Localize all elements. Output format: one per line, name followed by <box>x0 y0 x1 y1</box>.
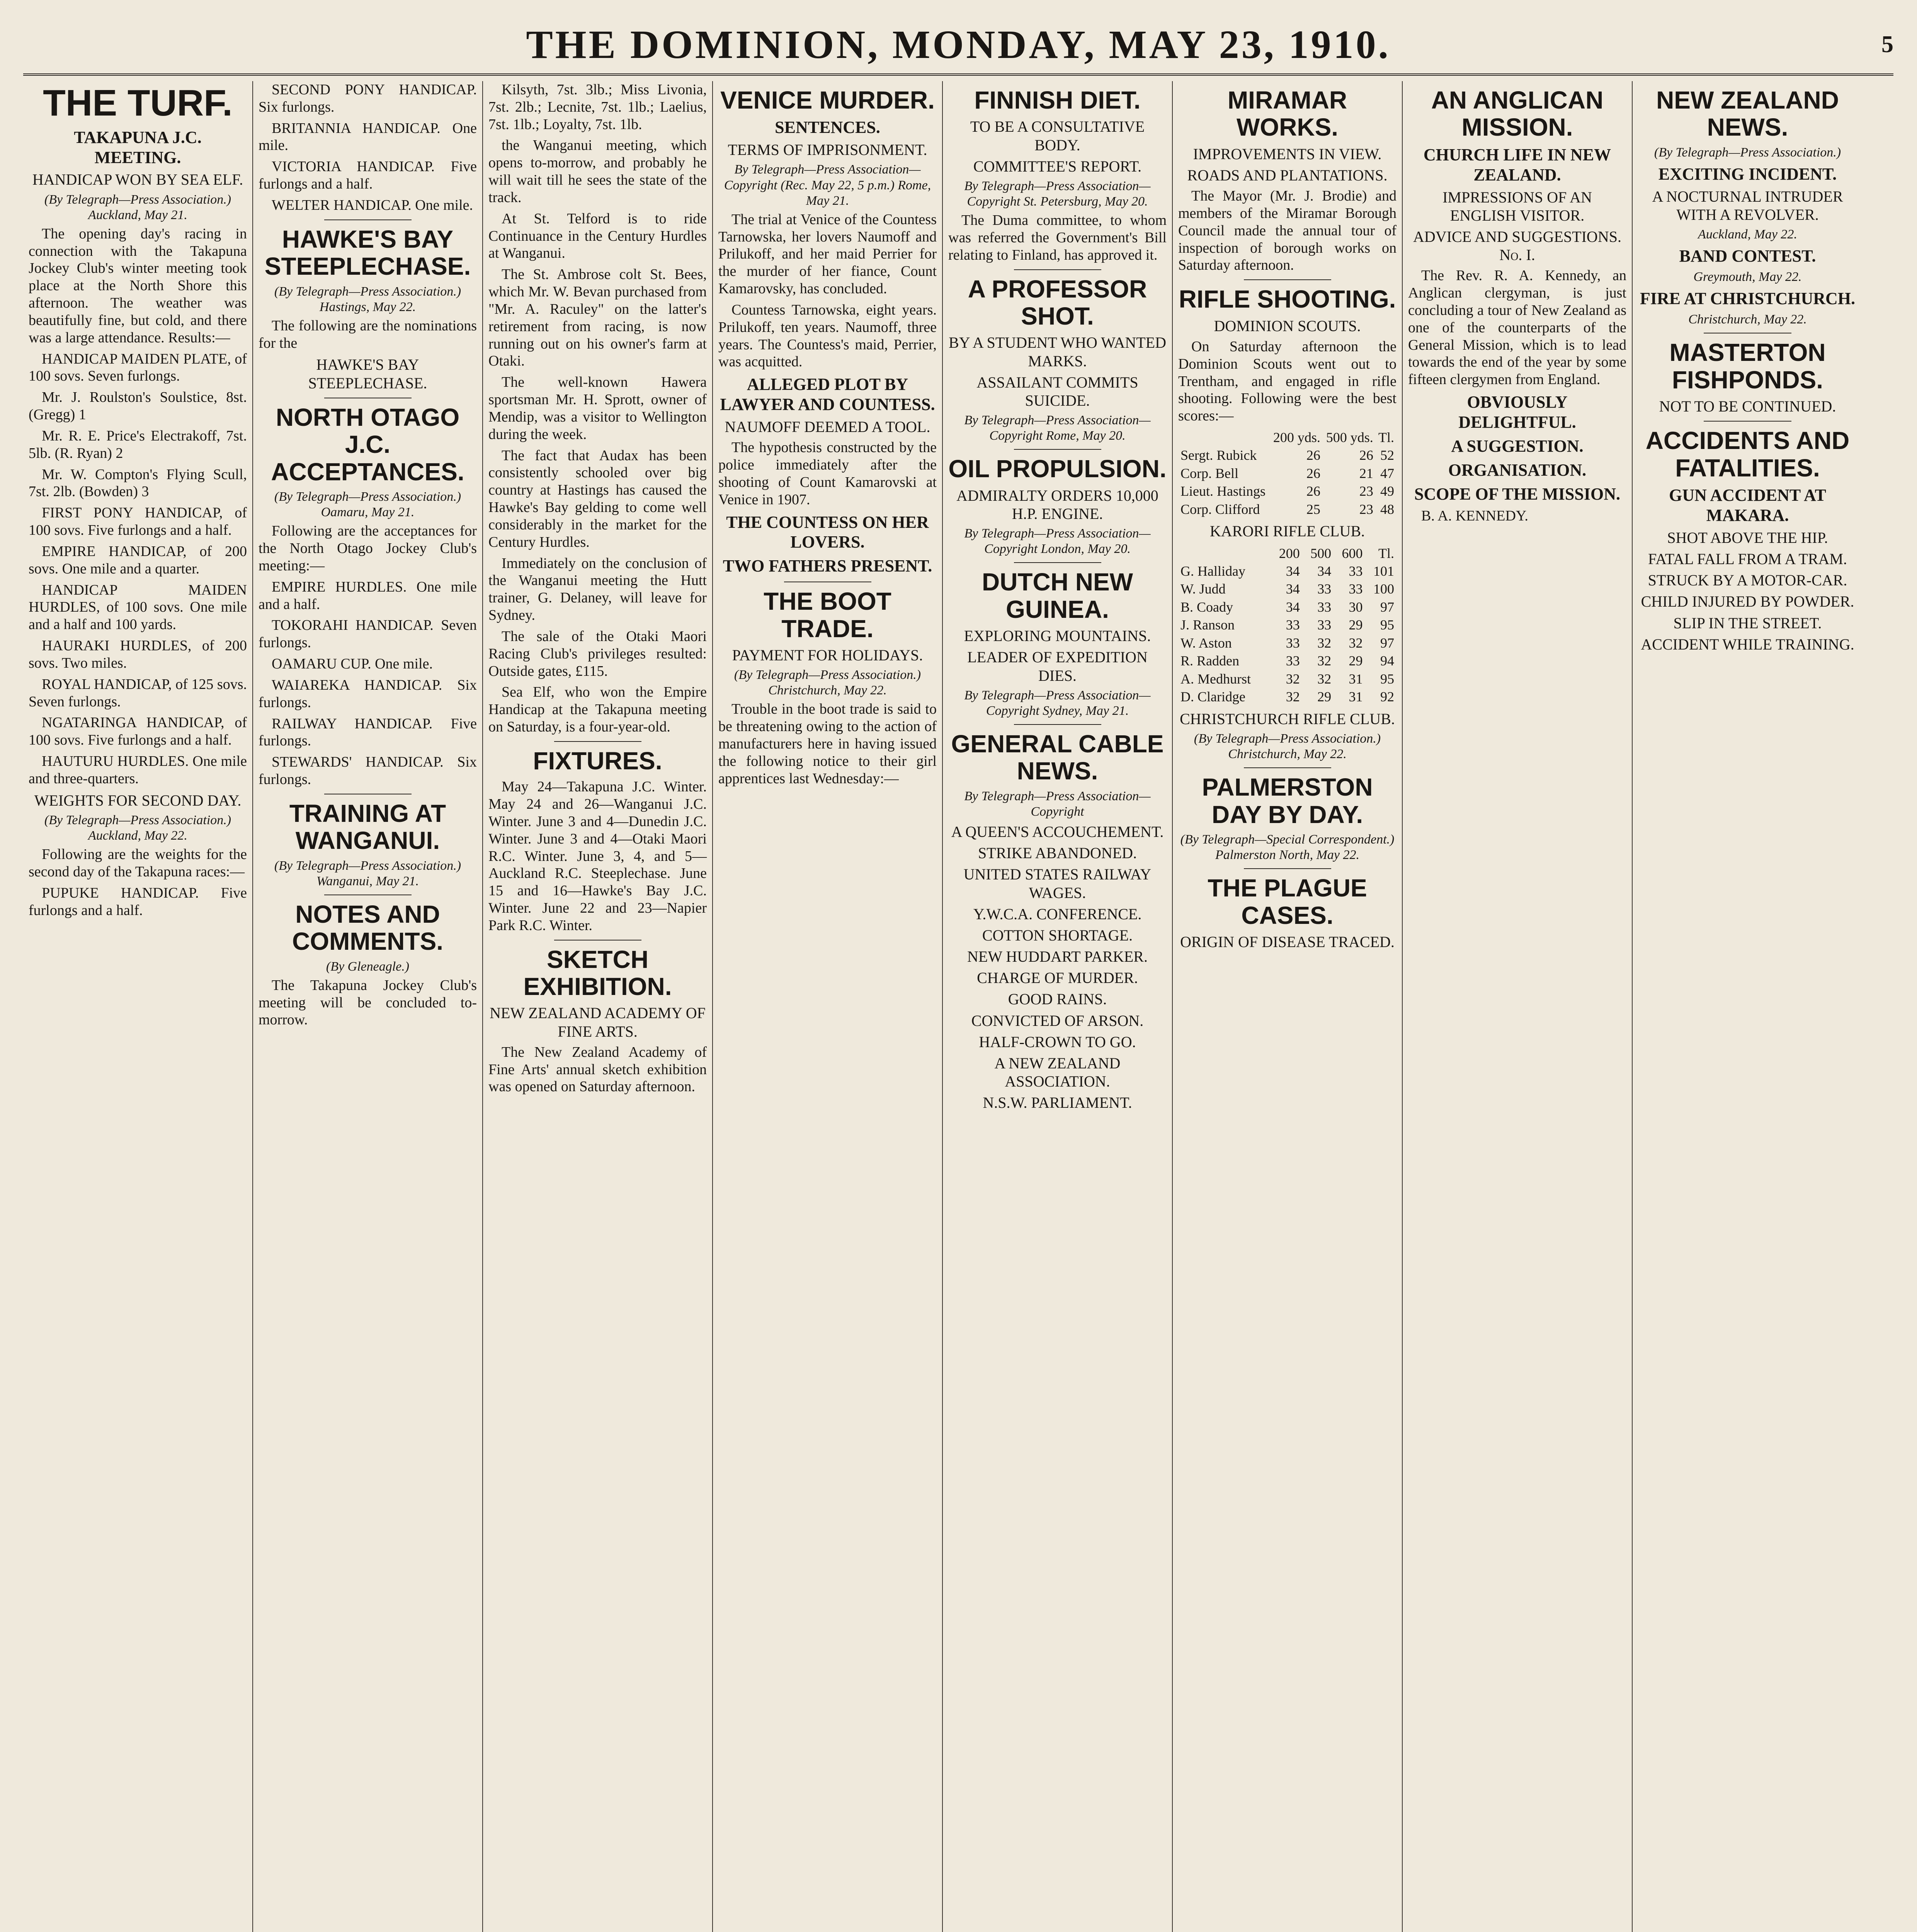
table-cell: G. Halliday <box>1180 563 1245 579</box>
table-row <box>1178 598 1397 616</box>
article-subheading: UNITED STATES RAILWAY WAGES. <box>963 866 1152 901</box>
article-subheading: SCOPE OF THE MISSION. <box>1414 484 1620 503</box>
table-cell: 32 <box>1349 635 1363 651</box>
article-headline: THE BOOT TRADE. <box>764 587 891 643</box>
table-cell: 29 <box>1317 689 1332 705</box>
table-cell: Tl. <box>1378 430 1394 446</box>
table-cell: 34 <box>1286 599 1300 615</box>
table-row <box>1178 616 1397 634</box>
article-paragraph: May 24—Takapuna J.C. Winter. May 24 and 26—Wanganui J.C. Winter. June 3 and 4—Dunedin J.C. Winter. June 3 and 4—Otaki Maori R.C. Winter. June 3, 4, and 5—Auckland R.C. Steeplechase. June 15 and 16—Hawke's Bay J.C. Winter. June 22 and 23—Napier Park R.C. Winter. <box>488 779 707 934</box>
table-row <box>1178 464 1397 482</box>
table-cell: Corp. Bell <box>1180 465 1238 481</box>
table-row <box>1178 634 1397 652</box>
table-row <box>1178 652 1397 670</box>
table-cell: 32 <box>1286 689 1300 705</box>
article-paragraph: VICTORIA HANDICAP. Five furlongs and a half. <box>259 158 477 192</box>
divider-rule <box>1244 767 1331 768</box>
divider-rule <box>1014 269 1101 270</box>
table-cell: 25 <box>1306 501 1320 517</box>
article-headline: MASTERTON FISHPONDS. <box>1669 338 1826 394</box>
article-subheading: ORIGIN OF DISEASE TRACED. <box>1180 933 1395 951</box>
article-subheading: OBVIOUSLY DELIGHTFUL. <box>1458 393 1576 432</box>
table-cell: 33 <box>1349 563 1363 579</box>
article-subheading: TO BE A CONSULTATIVE BODY. <box>970 118 1145 154</box>
article-byline: (By Telegraph—Press Association.) Auckland, May 21. <box>44 192 231 222</box>
table-cell: 23 <box>1359 501 1373 517</box>
article-paragraph: Trouble in the boot trade is said to be threatening owing to the action of manufacturers here in having issued the following notice to their girl apprentices last Wednesday:— <box>718 701 937 787</box>
article-paragraph: The sale of the Otaki Maori Racing Club's privileges resulted: Outside gates, £115. <box>488 628 707 679</box>
divider-rule <box>1244 279 1331 280</box>
article-paragraph: Sea Elf, who won the Empire Handicap at the Takapuna meeting on Saturday, is a four-year-old. <box>488 684 707 735</box>
article-paragraph: HAUTURU HURDLES. One mile and three-quarters. <box>29 753 247 787</box>
table-cell: 31 <box>1349 689 1363 705</box>
table-cell: 48 <box>1380 501 1394 517</box>
article-subheading: DOMINION SCOUTS. <box>1214 317 1361 335</box>
table-cell: Tl. <box>1378 545 1394 561</box>
article-paragraph: Countess Tarnowska, eight years. Prilukoff, ten years. Naumoff, three years. The Countess's maid, Perrier, was acquitted. <box>718 301 937 370</box>
article-subheading: BAND CONTEST. <box>1679 247 1816 266</box>
article-paragraph: The New Zealand Academy of Fine Arts' annual sketch exhibition was opened on Saturday afternoon. <box>488 1044 707 1095</box>
column-3 <box>483 81 713 1932</box>
article-headline: SKETCH EXHIBITION. <box>523 945 672 1001</box>
article-subheading: EXPLORING MOUNTAINS. <box>964 627 1151 645</box>
table-cell: 92 <box>1380 689 1394 705</box>
article-byline: (By Telegraph—Press Association.) Hastings, May 22. <box>274 284 461 314</box>
article-subheading: TWO FATHERS PRESENT. <box>723 556 932 576</box>
article-headline: RIFLE SHOOTING. <box>1179 285 1396 313</box>
table-row <box>1178 544 1397 562</box>
table-cell: 32 <box>1317 671 1332 687</box>
article-headline: TRAINING AT WANGANUI. <box>289 799 446 855</box>
divider-rule <box>1014 724 1101 725</box>
article-headline: FIXTURES. <box>533 747 662 775</box>
table-cell: 31 <box>1349 671 1363 687</box>
article-paragraph: HANDICAP MAIDEN PLATE, of 100 sovs. Seven furlongs. <box>29 350 247 384</box>
article-headline: NORTH OTAGO J.C. ACCEPTANCES. <box>271 403 464 486</box>
table-cell: 26 <box>1306 465 1320 481</box>
table-cell: 33 <box>1317 581 1332 597</box>
scouts-scores-table <box>1178 429 1397 518</box>
divider-rule <box>1244 868 1331 869</box>
table-cell: 32 <box>1317 635 1332 651</box>
table-cell: J. Ranson <box>1180 617 1235 633</box>
article-paragraph: The trial at Venice of the Countess Tarnowska, her lovers Naumoff and Prilukoff, and her maid Perrier for the murder of her fiance, Count Kamarovsky, has concluded. <box>718 211 937 297</box>
table-cell: 600 <box>1342 545 1363 561</box>
table-cell: 95 <box>1380 617 1394 633</box>
article-subheading: HAWKE'S BAY STEEPLECHASE. <box>308 356 427 392</box>
article-subheading: ORGANISATION. <box>1448 460 1587 480</box>
article-paragraph: BRITANNIA HANDICAP. One mile. <box>259 120 477 154</box>
columns-container <box>23 81 1893 1932</box>
article-byline: By Telegraph—Press Association—Copyright St. Petersburg, May 20. <box>964 179 1151 209</box>
table-cell: 52 <box>1380 447 1394 463</box>
article-headline: VENICE MURDER. <box>720 86 935 114</box>
article-headline: GENERAL CABLE NEWS. <box>951 730 1164 785</box>
table-cell: 200 yds. <box>1273 430 1320 446</box>
article-subheading: GUN ACCIDENT AT MAKARA. <box>1669 486 1826 525</box>
table-cell: R. Radden <box>1180 653 1239 669</box>
divider-rule <box>554 741 641 742</box>
article-subheading: BY A STUDENT WHO WANTED MARKS. <box>949 334 1166 370</box>
article-paragraph: OAMARU CUP. One mile. <box>272 656 433 672</box>
table-cell: 95 <box>1380 671 1394 687</box>
article-subheading: A NEW ZEALAND ASSOCIATION. <box>994 1054 1121 1090</box>
table-cell: 101 <box>1373 563 1394 579</box>
article-subheading: IMPROVEMENTS IN VIEW. <box>1193 145 1382 163</box>
article-paragraph: Following are the acceptances for the North Otago Jockey Club's meeting:— <box>259 523 477 574</box>
table-cell: 33 <box>1317 599 1332 615</box>
article-byline: (By Telegraph—Press Association.) Wanganui, May 21. <box>274 858 461 888</box>
article-subheading: COTTON SHORTAGE. <box>982 926 1133 944</box>
table-cell: B. Coady <box>1180 599 1233 615</box>
article-paragraph: ROYAL HANDICAP, of 125 sovs. Seven furlongs. <box>29 676 247 710</box>
article-subheading: A NOCTURNAL INTRUDER WITH A REVOLVER. <box>1652 187 1843 223</box>
article-byline: Christchurch, May 22. <box>1688 312 1807 327</box>
article-headline: PALMERSTON DAY BY DAY. <box>1202 773 1373 828</box>
table-cell: Corp. Clifford <box>1180 501 1260 517</box>
article-paragraph: PUPUKE HANDICAP. Five furlongs and a half. <box>29 884 247 918</box>
table-cell: 97 <box>1380 599 1394 615</box>
article-paragraph: WELTER HANDICAP. One mile. <box>272 197 473 213</box>
article-paragraph: SECOND PONY HANDICAP. Six furlongs. <box>259 82 477 115</box>
article-subheading: NOT TO BE CONTINUED. <box>1659 398 1836 415</box>
article-subheading: CHILD INJURED BY POWDER. <box>1641 593 1854 611</box>
table-row <box>1178 482 1397 500</box>
article-paragraph: the Wanganui meeting, which opens to-morrow, and probably he will wait till he sees the state of the track. <box>488 137 707 206</box>
table-cell: D. Claridge <box>1180 689 1245 705</box>
article-headline: AN ANGLICAN MISSION. <box>1431 86 1604 141</box>
article-subheading: COMMITTEE'S REPORT. <box>973 157 1142 175</box>
table-cell: 29 <box>1349 617 1363 633</box>
table-cell: 200 <box>1279 545 1300 561</box>
article-subheading: SLIP IN THE STREET. <box>1673 614 1822 632</box>
article-byline: (By Telegraph—Press Association.) Oamaru, May 21. <box>274 490 461 520</box>
article-byline: By Telegraph—Press Association—Copyright London, May 20. <box>964 526 1151 556</box>
article-subheading: Y.W.C.A. CONFERENCE. <box>973 905 1142 923</box>
article-subheading: KARORI RIFLE CLUB. <box>1209 522 1365 540</box>
table-row <box>1178 429 1397 446</box>
article-byline: By Telegraph—Press Association—Copyright Rome, May 20. <box>964 413 1151 443</box>
article-subheading: A SUGGESTION. <box>1451 436 1584 456</box>
article-paragraph: TOKORAHI HANDICAP. Seven furlongs. <box>259 617 477 651</box>
article-headline: OIL PROPULSION. <box>948 455 1167 483</box>
article-byline: By Telegraph—Press Association—Copyright Sydney, May 21. <box>964 688 1151 718</box>
article-subheading: THE COUNTESS ON HER LOVERS. <box>726 512 929 552</box>
article-paragraph: The Rev. R. A. Kennedy, an Anglican clergyman, is just concluding a tour of New Zealand as one of the counterparts of the General Mission, which is to lead towards the end of the year by some fifteen clergymen from England. <box>1408 267 1626 388</box>
table-row <box>1178 670 1397 688</box>
table-cell: 94 <box>1380 653 1394 669</box>
article-subheading: CHRISTCHURCH RIFLE CLUB. <box>1180 710 1395 728</box>
article-subheading: N.S.W. PARLIAMENT. <box>983 1094 1132 1112</box>
article-subheading: TERMS OF IMPRISONMENT. <box>728 141 927 159</box>
article-subheading: CONVICTED OF ARSON. <box>971 1012 1144 1029</box>
article-paragraph: EMPIRE HANDICAP, of 200 sovs. One mile and a quarter. <box>29 543 247 577</box>
article-paragraph: The Mayor (Mr. J. Brodie) and members of the Miramar Borough Council made the annual tour of inspection of borough works on Saturday afternoon. <box>1178 188 1397 274</box>
article-subheading: ASSAILANT COMMITS SUICIDE. <box>976 373 1138 409</box>
article-paragraph: NGATARINGA HANDICAP, of 100 sovs. Five furlongs and a half. <box>29 714 247 748</box>
article-paragraph: The hypothesis constructed by the police immediately after the shooting of Count Kamarovski at Venice in 1907. <box>718 439 937 508</box>
article-subheading: NAUMOFF DEEMED A TOOL. <box>725 418 930 436</box>
article-headline: DUTCH NEW GUINEA. <box>981 568 1133 623</box>
article-paragraph: The fact that Audax has been consistently schooled over big country at Hastings has caused the Hawke's Bay gelding to come well considerably in the market for the Century Hurdles. <box>488 447 707 550</box>
table-row <box>1178 688 1397 706</box>
article-subheading: IMPRESSIONS OF AN ENGLISH VISITOR. <box>1442 188 1592 224</box>
page-number: 5 <box>1881 31 1893 58</box>
article-subheading: ROADS AND PLANTATIONS. <box>1187 166 1388 184</box>
article-paragraph: Mr. W. Compton's Flying Scull, 7st. 2lb. (Bowden) 3 <box>29 466 247 500</box>
article-paragraph: STEWARDS' HANDICAP. Six furlongs. <box>259 754 477 787</box>
article-paragraph: Kilsyth, 7st. 3lb.; Miss Livonia, 7st. 2lb.; Lecnite, 7st. 1lb.; Laelius, 7st. 1lb.; Loyalty, 7st. 1lb. <box>488 82 707 133</box>
table-cell: 33 <box>1317 617 1332 633</box>
table-cell: 32 <box>1317 653 1332 669</box>
article-paragraph: WAIAREKA HANDICAP. Six furlongs. <box>259 677 477 711</box>
article-subheading: HANDICAP WON BY SEA ELF. <box>32 171 243 189</box>
article-paragraph: The opening day's racing in connection with the Takapuna Jockey Club's winter meeting took place at the North Shore this afternoon. The weather was beautifully fine, but cold, and there was a large attendance. Results:— <box>29 225 247 346</box>
table-cell: 100 <box>1373 581 1394 597</box>
article-subheading: ADMIRALTY ORDERS 10,000 H.P. ENGINE. <box>956 486 1158 522</box>
table-row <box>1178 446 1397 464</box>
article-paragraph: At St. Telford is to ride Continuance in the Century Hurdles at Wanganui. <box>488 210 707 262</box>
column-1 <box>23 81 253 1932</box>
table-cell: 34 <box>1286 581 1300 597</box>
table-cell <box>1178 544 1271 562</box>
article-subheading: SENTENCES. <box>775 118 880 137</box>
article-subheading: FATAL FALL FROM A TRAM. <box>1648 550 1847 568</box>
article-subheading: PAYMENT FOR HOLIDAYS. <box>732 646 923 664</box>
article-paragraph: The following are the nominations for the <box>259 317 477 351</box>
article-headline: THE TURF. <box>43 82 233 124</box>
table-cell: 26 <box>1306 447 1320 463</box>
article-subheading: ALLEGED PLOT BY LAWYER AND COUNTESS. <box>720 375 935 414</box>
column-6 <box>1173 81 1403 1932</box>
article-subheading: TAKAPUNA J.C. MEETING. <box>74 128 202 167</box>
article-headline: A PROFESSOR SHOT. <box>968 275 1147 330</box>
article-paragraph: The Duma committee, to whom was referred the Government's Bill relating to Finland, has approved it. <box>948 212 1167 263</box>
column-4 <box>713 81 943 1932</box>
article-paragraph: The St. Ambrose colt St. Bees, which Mr. W. Bevan purchased from "Mr. A. Raculey" on the latter's retirement from racing, is now running out on his owner's farm at Otaki. <box>488 266 707 369</box>
article-paragraph: The Takapuna Jockey Club's meeting will be concluded to-morrow. <box>259 977 477 1028</box>
article-headline: ACCIDENTS AND FATALITIES. <box>1645 427 1850 482</box>
article-subheading: WEIGHTS FOR SECOND DAY. <box>34 791 242 809</box>
table-cell: W. Judd <box>1180 581 1226 597</box>
column-8 <box>1633 81 1863 1932</box>
article-subheading: HALF-CROWN TO GO. <box>979 1033 1136 1051</box>
table-cell: 26 <box>1359 447 1373 463</box>
article-paragraph: Immediately on the conclusion of the Wanganui meeting the Hutt trainer, G. Delaney, will leave for Sydney. <box>488 555 707 624</box>
article-subheading: ADVICE AND SUGGESTIONS. No. I. <box>1413 228 1621 264</box>
table-cell: 34 <box>1286 563 1300 579</box>
article-subheading: STRUCK BY A MOTOR-CAR. <box>1648 571 1847 589</box>
article-paragraph: FIRST PONY HANDICAP, of 100 sovs. Five furlongs and a half. <box>29 505 247 539</box>
table-cell: 97 <box>1380 635 1394 651</box>
table-cell: 34 <box>1317 563 1332 579</box>
article-paragraph: The well-known Hawera sportsman Mr. H. Sprott, owner of Mendip, was a visitor to Wellington during the week. <box>488 374 707 442</box>
table-cell: 23 <box>1359 483 1373 499</box>
divider-rule <box>1704 421 1791 422</box>
table-cell: 33 <box>1349 581 1363 597</box>
table-cell: 47 <box>1380 465 1394 481</box>
masthead-title: THE DOMINION, MONDAY, MAY 23, 1910. <box>526 22 1391 67</box>
article-subheading: EXCITING INCIDENT. <box>1658 164 1837 184</box>
table-cell: 500 <box>1310 545 1332 561</box>
article-byline: Greymouth, May 22. <box>1693 270 1802 284</box>
article-headline: HAWKE'S BAY STEEPLECHASE. <box>264 225 471 281</box>
article-byline: By Telegraph—Press Association—Copyright <box>964 789 1151 819</box>
article-paragraph: On Saturday afternoon the Dominion Scouts went out to Trentham, and engaged in rifle shooting. Following were the best scores:— <box>1178 338 1397 424</box>
table-row <box>1178 500 1397 518</box>
table-row <box>1178 562 1397 580</box>
article-byline: (By Telegraph—Press Association.) <box>1654 145 1841 160</box>
table-cell: 49 <box>1380 483 1394 499</box>
article-subheading: FIRE AT CHRISTCHURCH. <box>1640 289 1856 308</box>
article-paragraph: B. A. KENNEDY. <box>1421 507 1528 524</box>
article-paragraph: RAILWAY HANDICAP. Five furlongs. <box>259 715 477 749</box>
article-subheading: A QUEEN'S ACCOUCHEMENT. <box>951 823 1164 840</box>
article-subheading: NEW HUDDART PARKER. <box>967 948 1148 966</box>
article-headline: NOTES AND COMMENTS. <box>292 900 444 956</box>
divider-rule <box>324 219 412 220</box>
table-cell: 500 yds. <box>1326 430 1373 446</box>
article-subheading: CHURCH LIFE IN NEW ZEALAND. <box>1423 145 1611 184</box>
article-subheading: STRIKE ABANDONED. <box>978 844 1137 862</box>
table-cell: A. Medhurst <box>1180 671 1251 687</box>
table-cell: 30 <box>1349 599 1363 615</box>
article-subheading: NEW ZEALAND ACADEMY OF FINE ARTS. <box>490 1004 706 1040</box>
column-2 <box>253 81 483 1932</box>
article-subheading: CHARGE OF MURDER. <box>977 969 1138 987</box>
table-cell: 29 <box>1349 653 1363 669</box>
column-7 <box>1403 81 1633 1932</box>
table-cell: 33 <box>1286 635 1300 651</box>
article-paragraph: Following are the weights for the second day of the Takapuna races:— <box>29 846 247 880</box>
article-headline: MIRAMAR WORKS. <box>1227 86 1347 141</box>
table-row <box>1178 580 1397 598</box>
table-cell: 21 <box>1359 465 1373 481</box>
article-byline: (By Telegraph—Press Association.) Auckland, May 22. <box>44 813 231 843</box>
article-byline: (By Telegraph—Special Correspondent.) Palmerston North, May 22. <box>1180 832 1395 862</box>
article-paragraph: EMPIRE HURDLES. One mile and a half. <box>259 578 477 612</box>
article-paragraph: HANDICAP MAIDEN HURDLES, of 100 sovs. One mile and a half and 100 yards. <box>29 582 247 633</box>
article-subheading: GOOD RAINS. <box>1008 990 1107 1008</box>
article-subheading: LEADER OF EXPEDITION DIES. <box>967 648 1148 684</box>
article-byline: (By Telegraph—Press Association.) Christchurch, May 22. <box>734 668 921 698</box>
column-5 <box>943 81 1173 1932</box>
divider-rule <box>1014 562 1101 563</box>
masthead <box>23 15 1893 76</box>
article-headline: THE PLAGUE CASES. <box>1208 874 1367 929</box>
article-subheading: ACCIDENT WHILE TRAINING. <box>1641 635 1854 653</box>
divider-rule <box>1014 449 1101 450</box>
article-byline: (By Gleneagle.) <box>326 959 410 974</box>
table-cell: Lieut. Hastings <box>1180 483 1266 499</box>
article-byline: Auckland, May 22. <box>1698 227 1797 242</box>
table-cell: Sergt. Rubick <box>1180 447 1257 463</box>
karori-scores-table <box>1178 544 1397 706</box>
article-byline: By Telegraph—Press Association—Copyright (Rec. May 22, 5 p.m.) Rome, May 21. <box>724 162 931 208</box>
table-cell: 33 <box>1286 653 1300 669</box>
article-headline: NEW ZEALAND NEWS. <box>1656 86 1839 141</box>
table-cell <box>1178 429 1270 446</box>
table-cell: 26 <box>1306 483 1320 499</box>
table-cell: 32 <box>1286 671 1300 687</box>
article-paragraph: Mr. J. Roulston's Soulstice, 8st. (Gregg) 1 <box>29 389 247 423</box>
table-cell: 33 <box>1286 617 1300 633</box>
article-paragraph: HAURAKI HURDLES, of 200 sovs. Two miles. <box>29 638 247 671</box>
table-cell: W. Aston <box>1180 635 1232 651</box>
article-subheading: SHOT ABOVE THE HIP. <box>1667 529 1828 546</box>
article-byline: (By Telegraph—Press Association.) Christchurch, May 22. <box>1194 731 1381 762</box>
article-headline: FINNISH DIET. <box>974 86 1141 114</box>
article-paragraph: Mr. R. E. Price's Electrakoff, 7st. 5lb. (R. Ryan) 2 <box>29 427 247 461</box>
